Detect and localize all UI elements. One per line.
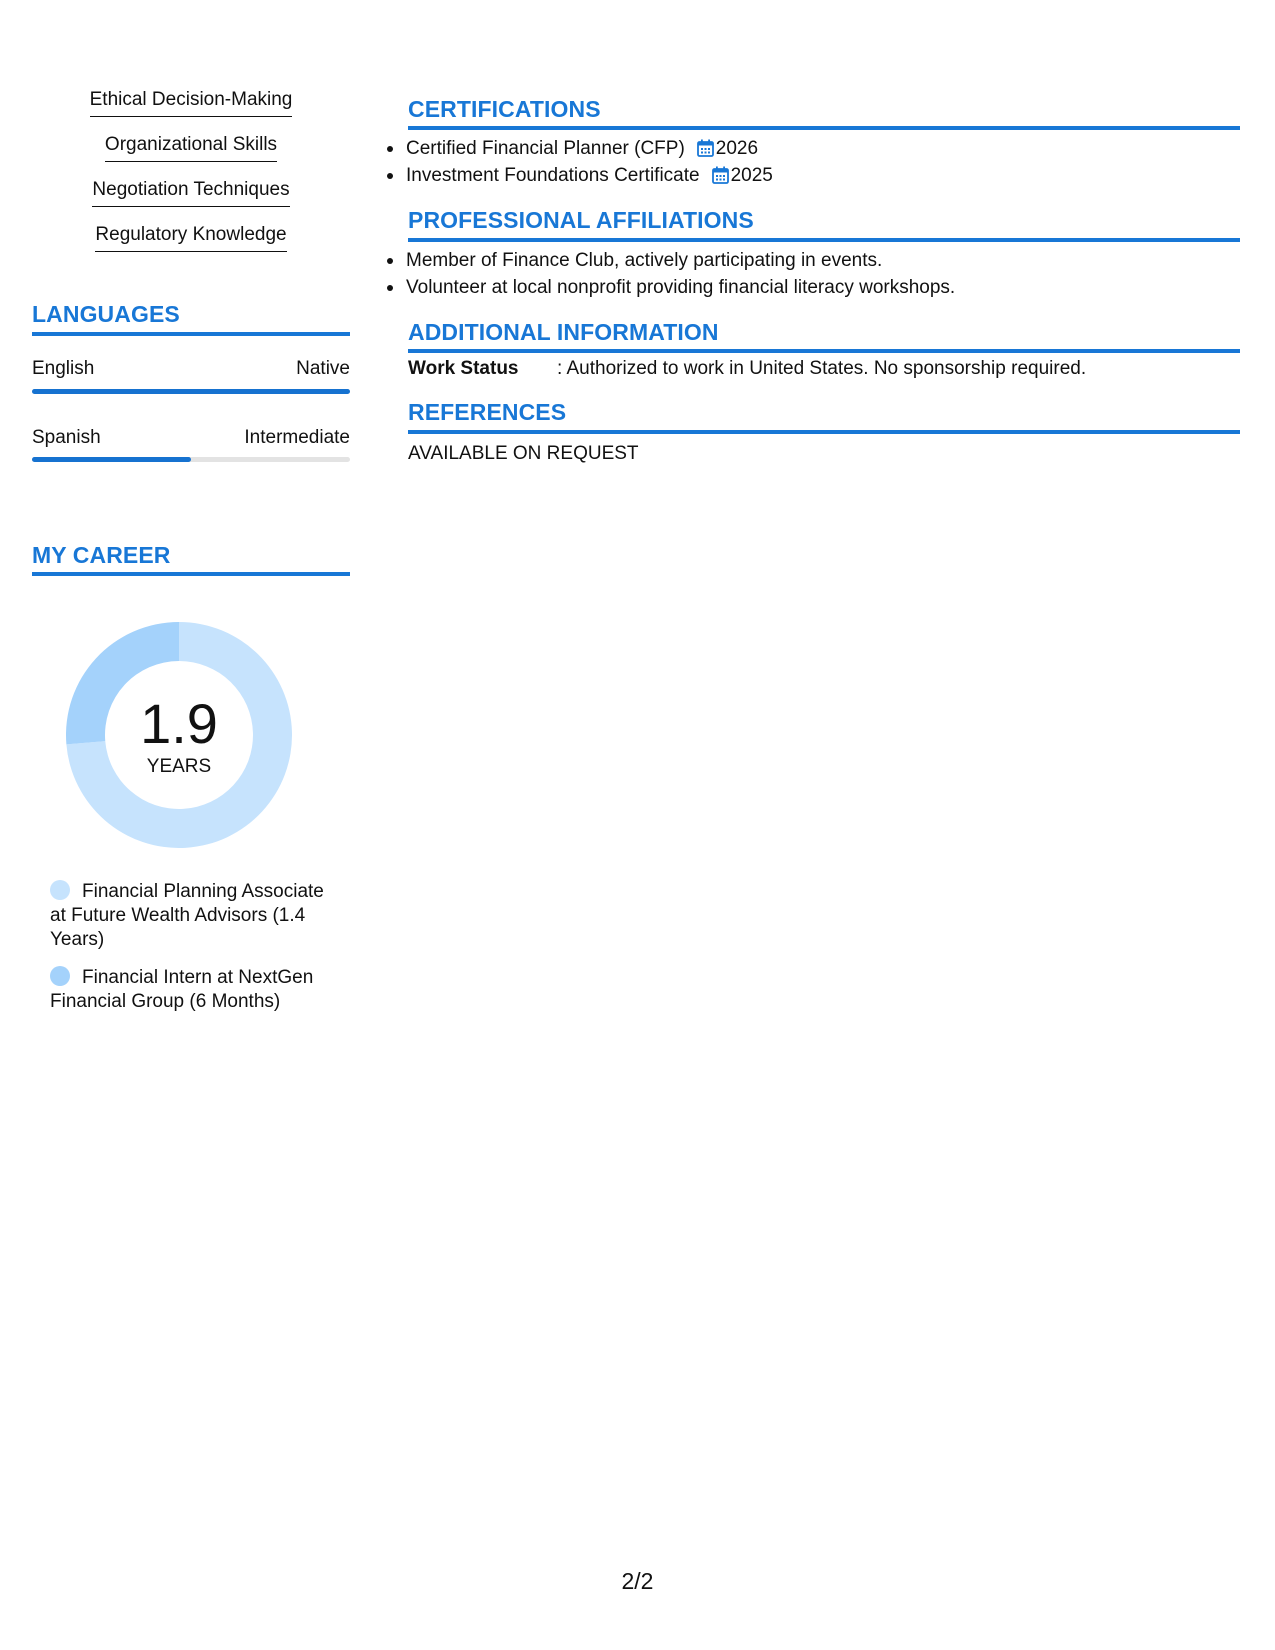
affiliation-item: Member of Finance Club, actively participating in events. — [406, 247, 955, 274]
certification-name: Certified Financial Planner (CFP) — [406, 138, 685, 159]
page-number: 2/2 — [621, 1568, 654, 1594]
language-bar — [32, 389, 350, 394]
additional-info-heading: ADDITIONAL INFORMATION — [408, 319, 719, 345]
references-rule — [408, 430, 1240, 434]
skill-label: Negotiation Techniques — [92, 177, 289, 207]
references-heading: REFERENCES — [408, 399, 567, 425]
references-text: AVAILABLE ON REQUEST — [408, 443, 639, 464]
language-name: English — [32, 358, 95, 379]
legend-label: Financial Planning Associate at Future Wealth Advisors (1.4 Years) — [50, 881, 324, 950]
language-bar — [32, 457, 350, 462]
languages-heading: LANGUAGES — [32, 301, 180, 327]
calendar-icon — [697, 139, 714, 157]
calendar-icon — [712, 166, 729, 184]
certification-year: 2025 — [730, 165, 773, 186]
career-total-years: 1.9 — [140, 692, 218, 755]
legend-dot — [50, 966, 70, 986]
affiliations-heading: PROFESSIONAL AFFILIATIONS — [408, 207, 754, 233]
skill-item — [32, 132, 350, 162]
career-rule — [32, 572, 350, 576]
skill-item — [32, 87, 350, 117]
certifications-list — [406, 135, 773, 189]
skill-item — [32, 222, 350, 252]
language-level: Native — [296, 358, 350, 379]
certifications-rule — [408, 126, 1240, 130]
affiliation-item: Volunteer at local nonprofit providing financial literacy workshops. — [406, 274, 955, 301]
work-status-label: Work Status — [408, 358, 519, 379]
certification-name: Investment Foundations Certificate — [406, 165, 700, 186]
skill-label: Organizational Skills — [105, 132, 277, 162]
certification-item — [406, 135, 773, 162]
legend-label: Financial Intern at NextGen Financial Group (6 Months) — [50, 967, 314, 1012]
skill-label: Ethical Decision-Making — [90, 87, 293, 117]
certification-item — [406, 162, 773, 189]
skill-label: Regulatory Knowledge — [95, 222, 286, 252]
language-name: Spanish — [32, 427, 101, 448]
additional-info-rule — [408, 349, 1240, 353]
career-heading: MY CAREER — [32, 542, 171, 568]
certification-year: 2026 — [715, 138, 759, 159]
language-bar-fill — [32, 389, 350, 394]
certifications-heading: CERTIFICATIONS — [408, 96, 601, 122]
affiliations-list — [406, 247, 955, 301]
career-total-unit: YEARS — [146, 756, 212, 777]
skill-item — [32, 177, 350, 207]
affiliations-rule — [408, 238, 1240, 242]
language-level: Intermediate — [244, 427, 350, 448]
legend-dot — [50, 880, 70, 900]
career-legend-item — [50, 966, 340, 1014]
languages-rule — [32, 332, 350, 336]
career-donut-chart — [66, 622, 292, 848]
language-bar-fill — [32, 457, 191, 462]
work-status-value: : Authorized to work in United States. No sponsorship required. — [557, 358, 1087, 379]
career-legend-item — [50, 880, 340, 952]
